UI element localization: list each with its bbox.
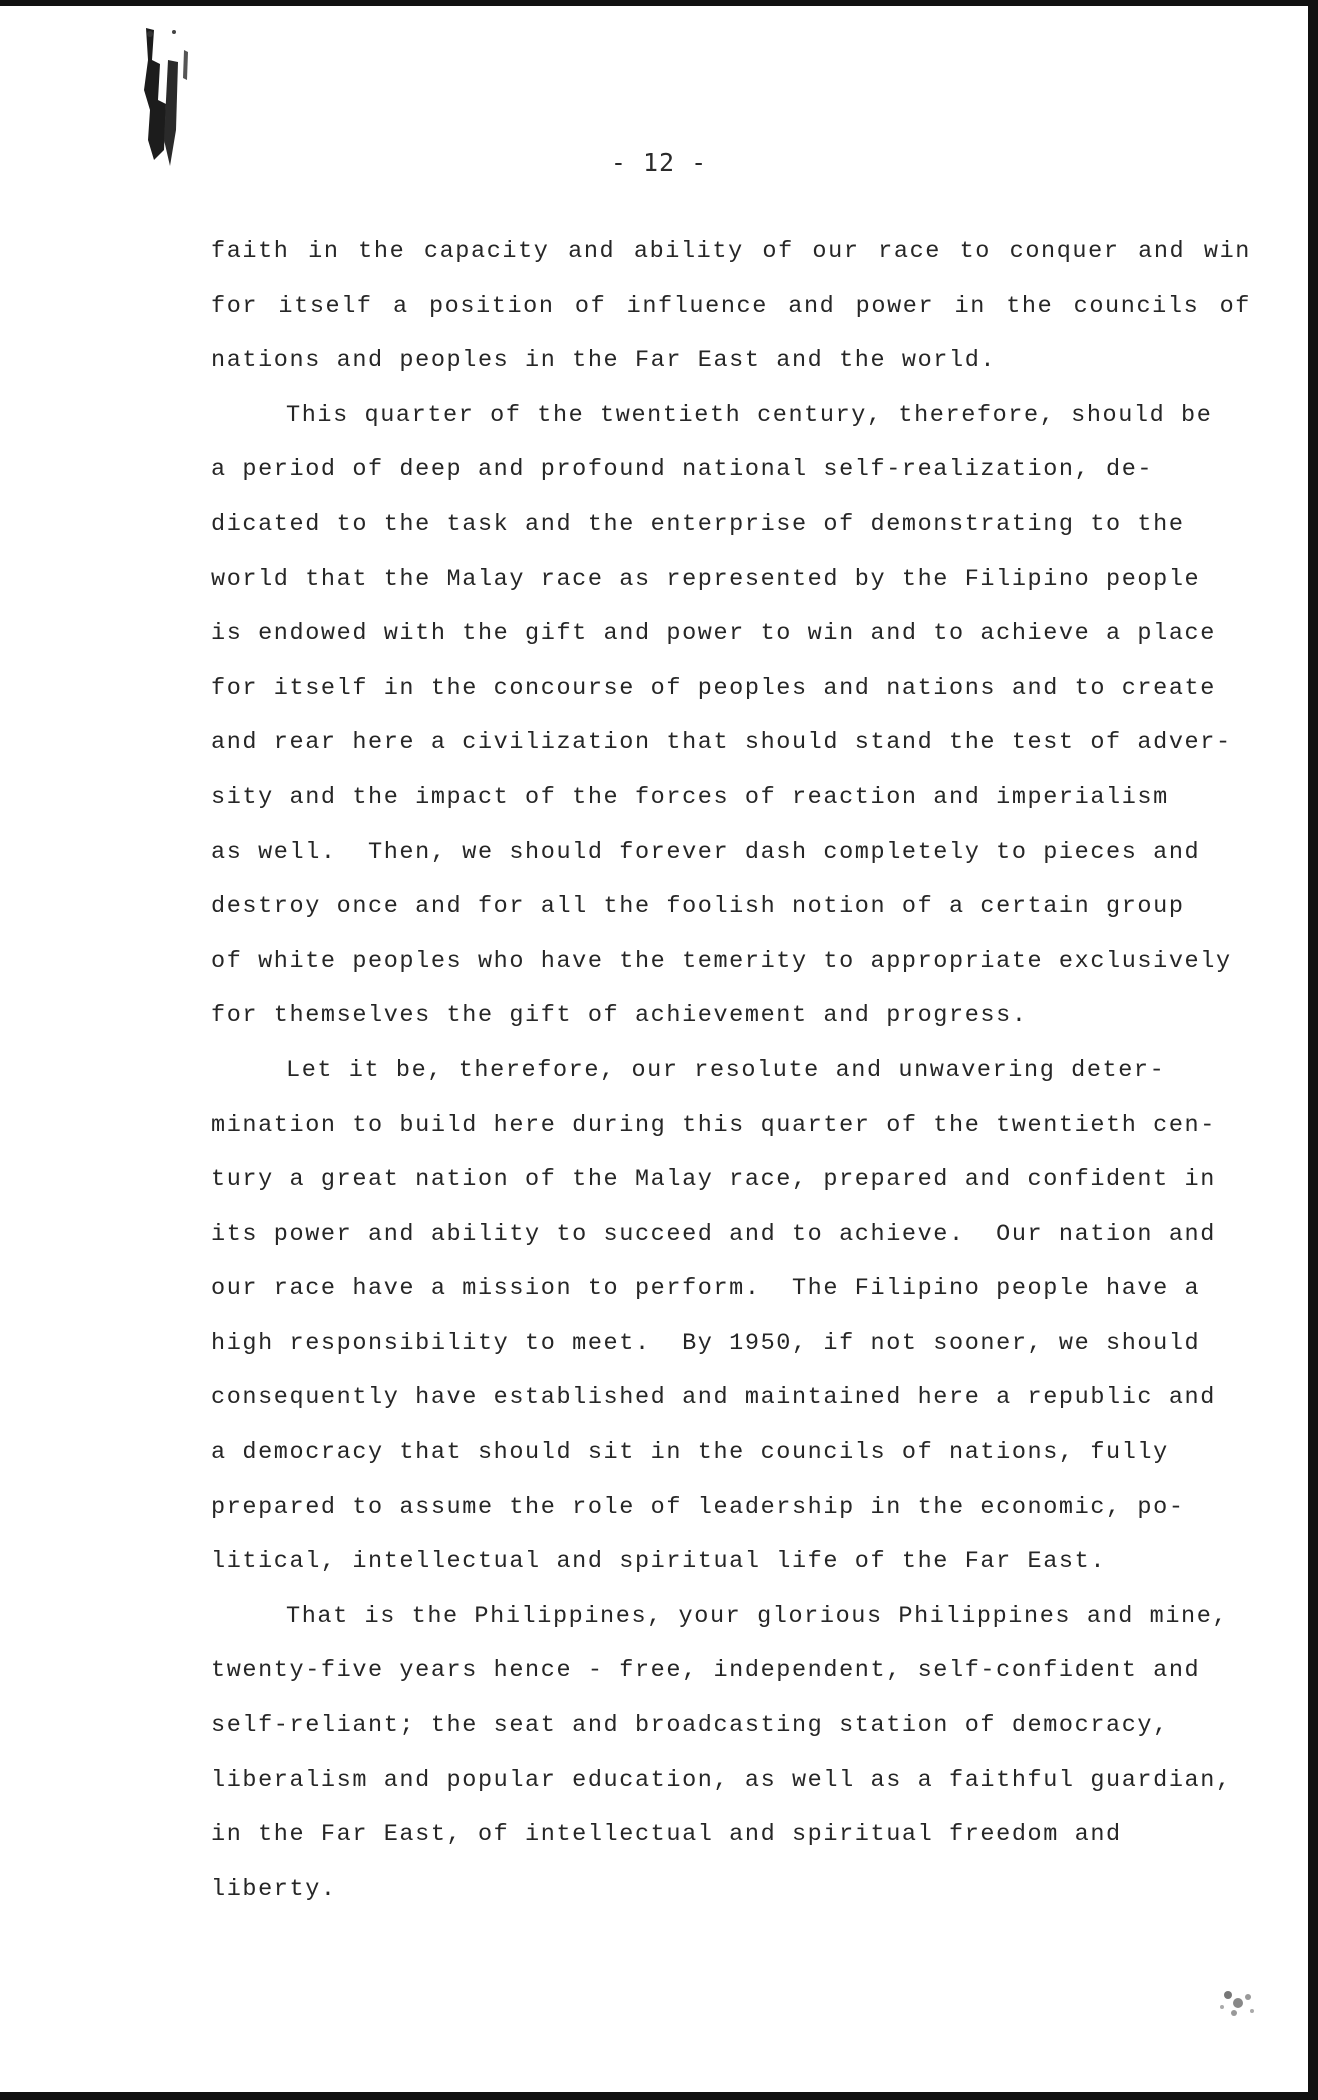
- text-line: tury a great nation of the Malay race, prepared and confident in: [211, 1166, 1216, 1194]
- text-line: liberty.: [211, 1875, 337, 1903]
- text-line: and rear here a civilization that should stand the test of adver-: [211, 729, 1232, 757]
- text-line: is endowed with the gift and power to win and to achieve a place: [211, 620, 1216, 648]
- text-line: a democracy that should sit in the councils of nations, fully: [211, 1439, 1169, 1467]
- smudge-mark: [1208, 1975, 1268, 2030]
- text-line: its power and ability to succeed and to achieve. Our nation and: [211, 1220, 1216, 1248]
- text-line: for itself a position of influence and power in the councils of: [211, 292, 1251, 320]
- text-line: nations and peoples in the Far East and the world.: [211, 347, 997, 375]
- text-line: self-reliant; the seat and broadcasting station of democracy,: [211, 1712, 1169, 1740]
- text-line: for themselves the gift of achievement and progress.: [211, 1002, 1028, 1030]
- document-body: [211, 225, 1251, 1917]
- text-line: twenty-five years hence - free, independent, self-confident and: [211, 1657, 1201, 1685]
- text-line: litical, intellectual and spiritual life of the Far East.: [211, 1548, 1107, 1576]
- text-line: of white peoples who have the temerity to appropriate exclusively: [211, 947, 1232, 975]
- text-line: sity and the impact of the forces of reaction and imperialism: [211, 783, 1169, 811]
- text-line: faith in the capacity and ability of our race to conquer and win: [211, 238, 1251, 265]
- text-line: destroy once and for all the foolish notion of a certain group: [211, 893, 1185, 921]
- text-line: high responsibility to meet. By 1950, if not sooner, we should: [211, 1329, 1201, 1357]
- scan-border-right: [1308, 0, 1318, 2100]
- text-line: as well. Then, we should forever dash completely to pieces and: [211, 838, 1201, 866]
- text-line: world that the Malay race as represented by the Filipino people: [211, 565, 1201, 593]
- text-line: a period of deep and profound national self-realization, de-: [211, 456, 1154, 484]
- text-line: prepared to assume the role of leadership in the economic, po-: [211, 1493, 1185, 1521]
- page-number: - 12 -: [610, 148, 708, 177]
- text-line: mination to build here during this quarter of the twentieth cen-: [211, 1111, 1216, 1139]
- scan-border-top: [0, 0, 1318, 6]
- scan-border-bottom: [0, 2092, 1318, 2100]
- text-line: for itself in the concourse of peoples and nations and to create: [211, 674, 1216, 702]
- text-line: consequently have established and maintained here a republic and: [211, 1384, 1216, 1412]
- text-line: dicated to the task and the enterprise of demonstrating to the: [211, 510, 1185, 538]
- text-line: liberalism and popular education, as well as a faithful guardian,: [211, 1766, 1232, 1794]
- text-line: That is the Philippines, your glorious Philippines and mine,: [286, 1602, 1229, 1630]
- text-line: This quarter of the twentieth century, therefore, should be: [286, 401, 1213, 429]
- text-line: our race have a mission to perform. The Filipino people have a: [211, 1275, 1201, 1303]
- text-line: Let it be, therefore, our resolute and unwavering deter-: [286, 1056, 1166, 1084]
- text-line: in the Far East, of intellectual and spiritual freedom and: [211, 1821, 1122, 1849]
